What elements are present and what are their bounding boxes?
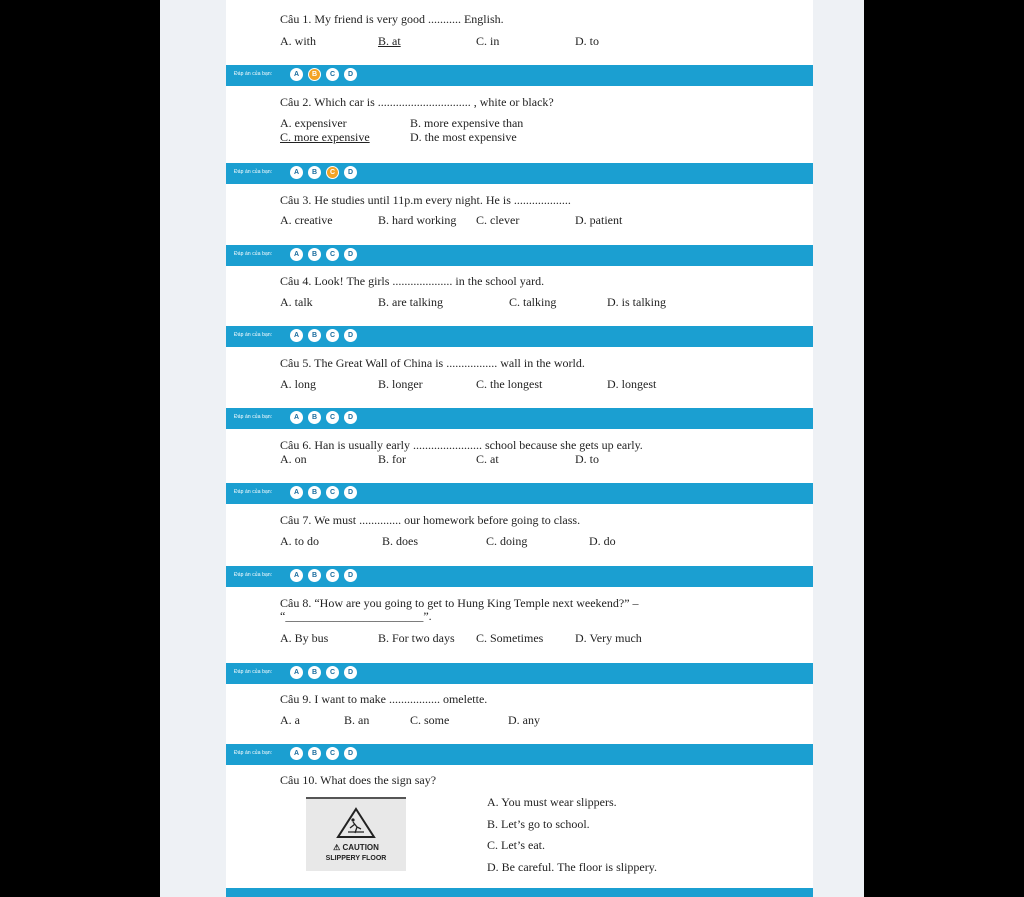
option-d: D. Very much (575, 631, 642, 645)
option-c: C. in (476, 34, 500, 48)
answer-bar-6 (226, 483, 813, 504)
answer-bubble-b[interactable]: B (308, 747, 321, 760)
option-b: B. For two days (378, 631, 455, 645)
question-text: Câu 4. Look! The girls .................... in the school yard. (280, 274, 545, 288)
sign-slippery-text: SLIPPERY FLOOR (325, 855, 387, 862)
answer-bar-1 (226, 65, 813, 86)
answer-bar-label: Đáp án của bạn: (234, 414, 273, 420)
answer-bar-label: Đáp án của bạn: (234, 251, 273, 257)
option-b: B. for (378, 452, 406, 466)
option-d: D. do (589, 534, 616, 548)
answer-bubble-a[interactable]: A (290, 569, 303, 582)
option-c: C. talking (509, 295, 557, 309)
answer-bubble-a[interactable]: A (290, 666, 303, 679)
answer-bar-label: Đáp án của bạn: (234, 750, 273, 756)
option-b: B. at (378, 34, 401, 48)
answer-bubble-c[interactable]: C (326, 486, 339, 499)
answer-bubble-a[interactable]: A (290, 166, 303, 179)
option-c: C. the longest (476, 377, 543, 391)
answer-bubble-d[interactable]: D (344, 411, 357, 424)
answer-bubble-b[interactable]: B (308, 248, 321, 261)
answer-bubble-b[interactable]: B (308, 411, 321, 424)
question-text: Câu 8. “How are you going to get to Hung King Temple next weekend?” – (280, 596, 639, 610)
caution-sign-image (306, 797, 406, 871)
option-c: C. more expensive (280, 130, 370, 144)
option-b: B. longer (378, 377, 423, 391)
answer-bar-4 (226, 326, 813, 347)
question-text: Câu 1. My friend is very good ........... English. (280, 12, 504, 26)
option-d: D. to (575, 34, 599, 48)
option-a: A. You must wear slippers. (487, 795, 617, 809)
option-c: C. clever (476, 213, 520, 227)
option-a: A. to do (280, 534, 319, 548)
answer-bubble-d[interactable]: D (344, 248, 357, 261)
answer-bubble-c[interactable]: C (326, 747, 339, 760)
answer-bubble-b[interactable]: B (308, 666, 321, 679)
quiz-sheet (226, 0, 813, 897)
answer-bubble-d[interactable]: D (344, 329, 357, 342)
answer-bar-label: Đáp án của bạn: (234, 572, 273, 578)
answer-bubble-c[interactable]: C (326, 666, 339, 679)
option-d: D. the most expensive (410, 130, 517, 144)
answer-bar-label: Đáp án của bạn: (234, 669, 273, 675)
option-a: A. expensiver (280, 116, 347, 130)
answer-bar-9 (226, 744, 813, 765)
answer-bar-8 (226, 663, 813, 684)
option-d: D. to (575, 452, 599, 466)
option-b: B. are talking (378, 295, 443, 309)
answer-bar-label: Đáp án của bạn: (234, 332, 273, 338)
answer-bubble-d[interactable]: D (344, 486, 357, 499)
answer-bubble-c[interactable]: C (326, 329, 339, 342)
answer-bubble-b[interactable]: B (308, 329, 321, 342)
option-d: D. patient (575, 213, 623, 227)
answer-bar-5 (226, 408, 813, 429)
question-text: Câu 9. I want to make ................. omelette. (280, 692, 488, 706)
answer-bubble-d[interactable]: D (344, 166, 357, 179)
answer-bar-3 (226, 245, 813, 266)
answer-bubble-c[interactable]: C (326, 248, 339, 261)
answer-bubble-d[interactable]: D (344, 747, 357, 760)
answer-bar-label: Đáp án của bạn: (234, 169, 273, 175)
answer-bubble-a[interactable]: A (290, 411, 303, 424)
option-d: D. any (508, 713, 540, 727)
answer-bar-label: Đáp án của bạn: (234, 71, 273, 77)
option-a: A. long (280, 377, 316, 391)
answer-bubble-c[interactable]: C (326, 569, 339, 582)
option-d: D. longest (607, 377, 657, 391)
option-b: B. hard working (378, 213, 457, 227)
answer-bar-2 (226, 163, 813, 184)
answer-bubble-d[interactable]: D (344, 569, 357, 582)
question-text: Câu 10. What does the sign say? (280, 773, 437, 787)
answer-bar-7 (226, 566, 813, 587)
option-c: C. doing (486, 534, 528, 548)
option-a: A. talk (280, 295, 313, 309)
answer-bubble-b[interactable]: B (308, 569, 321, 582)
question-text: Câu 5. The Great Wall of China is ................. wall in the world. (280, 356, 585, 370)
option-a: A. on (280, 452, 307, 466)
question-text: Câu 3. He studies until 11p.m every night. He is ................... (280, 193, 571, 207)
option-a: A. with (280, 34, 316, 48)
sign-caution-text: ⚠ CAUTION (333, 843, 379, 852)
answer-bubble-c[interactable]: C (326, 68, 339, 81)
option-b: B. an (344, 713, 370, 727)
option-d: D. is talking (607, 295, 666, 309)
question-text-line-2: “_______________________”. (280, 609, 432, 623)
answer-bubble-a[interactable]: A (290, 329, 303, 342)
answer-bubble-a[interactable]: A (290, 248, 303, 261)
option-a: A. By bus (280, 631, 329, 645)
question-text: Câu 2. Which car is ............................... , white or black? (280, 95, 554, 109)
answer-bubble-d[interactable]: D (344, 666, 357, 679)
answer-bubble-c[interactable]: C (326, 166, 339, 179)
option-c: C. Sometimes (476, 631, 544, 645)
slippery-floor-icon (336, 807, 376, 839)
option-b: B. does (382, 534, 418, 548)
option-d: D. Be careful. The floor is slippery. (487, 860, 657, 874)
question-text: Câu 6. Han is usually early ....................... school because she gets up early. (280, 438, 643, 452)
answer-bubble-d[interactable]: D (344, 68, 357, 81)
answer-bar-label: Đáp án của bạn: (234, 489, 273, 495)
option-c: C. some (410, 713, 450, 727)
answer-bubble-c[interactable]: C (326, 411, 339, 424)
answer-bubble-a[interactable]: A (290, 747, 303, 760)
answer-bubble-b[interactable]: B (308, 166, 321, 179)
option-a: A. creative (280, 213, 333, 227)
answer-bubble-a[interactable]: A (290, 486, 303, 499)
option-b: B. more expensive than (410, 116, 524, 130)
answer-bubble-b[interactable]: B (308, 486, 321, 499)
document-viewer[interactable] (160, 0, 864, 897)
answer-bubble-a[interactable]: A (290, 68, 303, 81)
option-a: A. a (280, 713, 300, 727)
option-b: B. Let’s go to school. (487, 817, 590, 831)
answer-bubble-b[interactable]: B (308, 68, 321, 81)
option-c: C. Let’s eat. (487, 838, 545, 852)
answer-bar-10 (226, 888, 813, 897)
option-c: C. at (476, 452, 499, 466)
question-text: Câu 7. We must .............. our homework before going to class. (280, 513, 581, 527)
